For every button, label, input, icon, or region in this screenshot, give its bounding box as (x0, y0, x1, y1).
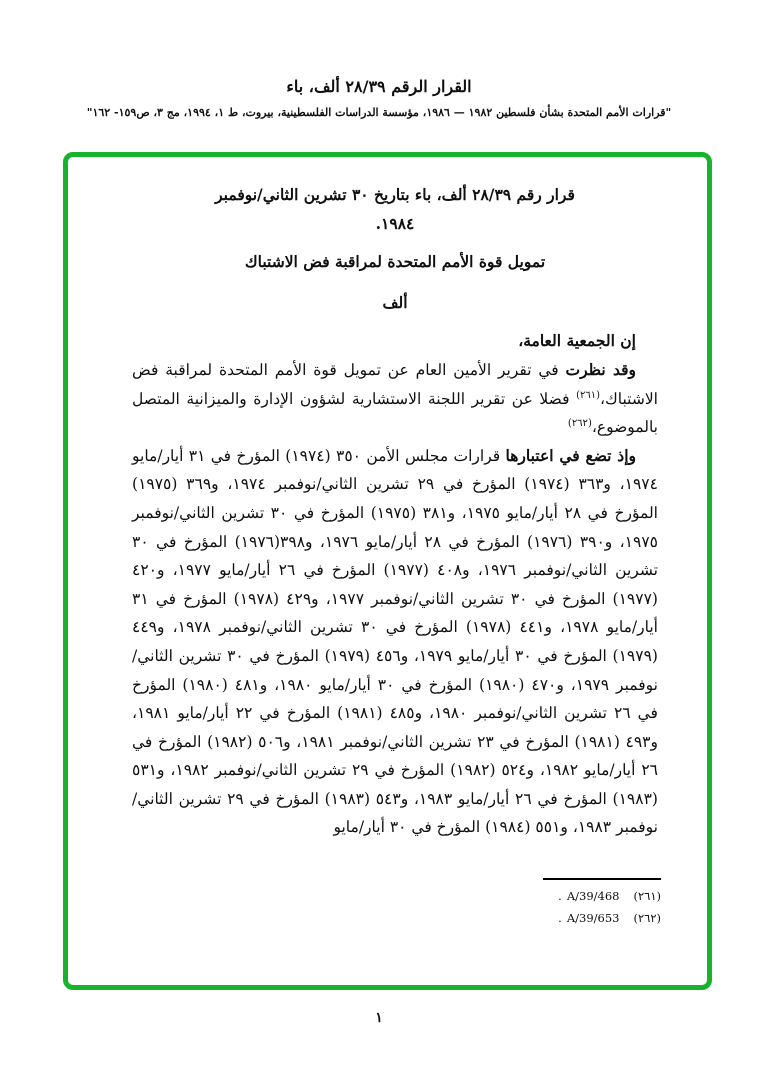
resolution-subject: تمويل قوة الأمم المتحدة لمراقبة فض الاشتباك (244, 252, 546, 272)
document-header (0, 76, 758, 120)
footnote-reference-262: (٢٦٢) (567, 418, 592, 429)
footnote-marker: (٢٦٢) (633, 911, 661, 925)
resolution-body (68, 157, 707, 985)
preamble-opening: إن الجمعية العامة، (518, 331, 636, 351)
resolution-heading-line2: ١٩٨٤. (375, 213, 415, 233)
document-title: القرار الرقم ٢٨/٣٩ ألف، باء (286, 77, 472, 96)
paragraph-text: في تقرير الأمين العام عن تمويل قوة الأمم المتحدة لمراقبة فض الاشتباك، (132, 360, 658, 408)
paragraph-having-considered (132, 356, 658, 442)
section-label-alif: ألف (382, 292, 408, 312)
paragraph-text: فضلا عن تقرير اللجنة الاستشارية لشؤون الإدارة والميزانية المتصل بالموضوع، (132, 389, 658, 437)
footnote-separator-rule (543, 878, 661, 880)
footnote-document-symbol: A/39/653 (566, 911, 620, 925)
footnote-marker: (٢٦١) (633, 889, 661, 903)
footnote-document-symbol: A/39/468 (566, 889, 620, 903)
document-source-citation: "قرارات الأمم المتحدة بشأن فلسطين ١٩٨٢ — ١٩٨٦، مؤسسة الدراسات الفلسطينية، بيروت، ط ١، ١٩٩٤، مج ٣، ص١٥٩- ١٦٢" (86, 106, 672, 119)
page-number: ١ (375, 1010, 383, 1026)
paragraph-lead-bold: وإذ تضع في اعتبارها (505, 445, 637, 465)
footnote-reference-261: (٢٦١) (576, 389, 600, 401)
paragraph-text: قرارات مجلس الأمن ٣٥٠ (١٩٧٤) المؤرخ في ٣١ أيار/مايو ١٩٧٤، و٣٦٣ (١٩٧٤) المؤرخ في ٢٩ تشرين الثاني/نوفمبر ١٩٧٤، و٣٦٩ (١٩٧٥) المؤرخ في ٢٨ أيار/مايو ١٩٧٥، و٣٨١ (١٩٧٥) المؤرخ في ٣٠ تشرين الثاني/نوفمبر ١٩٧٥، و٣٩٠ (١٩٧٦) المؤرخ في ٢٨ أيار/مايو ١٩٧٦، و٣٩٨(١٩٧٦) المؤرخ في ٣٠ تشرين الثاني/نوفمبر ١٩٧٦، و٤٠٨ (١٩٧٧) المؤرخ في ٢٦ أيار/مايو ١٩٧٧، و٤٢٠ (١٩٧٧) المؤرخ في ٣٠ تشرين الثاني/نوفمبر ١٩٧٧، و٤٢٩ (١٩٧٨) المؤرخ في ٣١ أيار/مايو ١٩٧٨، و٤٤١ (١٩٧٨) المؤرخ في ٣٠ تشرين الثاني/نوفمبر ١٩٧٨، و٤٤٩ (١٩٧٩) المؤرخ في ٣٠ أيار/مايو ١٩٧٩، و٤٥٦ (١٩٧٩) المؤرخ في ٣٠ تشرين الثاني/نوفمبر ١٩٧٩، و٤٧٠ (١٩٨٠) المؤرخ في ٣٠ أيار/مايو ١٩٨٠، و٤٨١ (١٩٨٠) المؤرخ في ٢٦ تشرين الثاني/نوفمبر ١٩٨٠، و٤٨٥ (١٩٨١) المؤرخ في ٢٢ أيار/مايو ١٩٨١، و٤٩٣ (١٩٨١) المؤرخ في ٢٣ تشرين الثاني/نوفمبر ١٩٨١، و٥٠٦ (١٩٨٢) المؤرخ في ٢٦ أيار/مايو ١٩٨٢، و٥٢٤ (١٩٨٢) المؤرخ في ٢٩ تشرين الثاني/نوفمبر ١٩٨٢، و٥٣١ (١٩٨٣) المؤرخ في ٢٦ أيار/مايو ١٩٨٣، و٥٤٣ (١٩٨٣) المؤرخ في ٢٩ تشرين الثاني/نوفمبر ١٩٨٣، و٥٥١ (١٩٨٤) المؤرخ في ٣٠ أيار/مايو (132, 446, 658, 837)
footnotes-block (543, 878, 661, 933)
footnote-item (558, 889, 661, 904)
resolution-heading (132, 181, 658, 238)
footnote-item (558, 911, 661, 926)
green-frame (63, 152, 712, 990)
footnote-period: . (558, 889, 562, 903)
paragraph-bearing-in-mind (132, 442, 658, 842)
resolution-heading-line1: قرار رقم ٢٨/٣٩ ألف، باء بتاريخ ٣٠ تشرين الثاني/نوفمبر (215, 185, 575, 204)
paragraph-lead-bold: وقد نظرت (565, 359, 636, 379)
footnote-period: . (558, 911, 562, 925)
